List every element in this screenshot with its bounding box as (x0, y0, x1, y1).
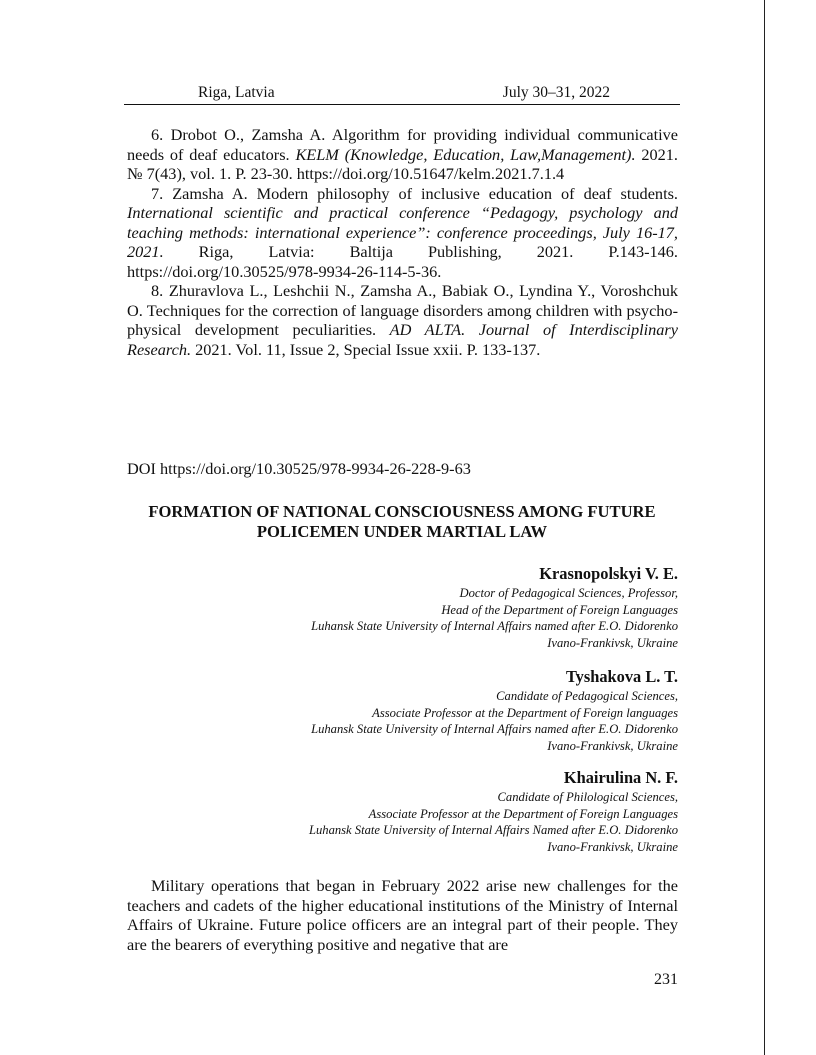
author-affiliation-line: Ivano-Frankivsk, Ukraine (547, 635, 678, 650)
page-number: 231 (654, 971, 678, 988)
author-affiliation-line: Head of the Department of Foreign Languages (441, 602, 678, 617)
page-edge-rule (764, 0, 765, 1055)
reference-number: 6. (151, 125, 164, 144)
author-block (200, 564, 678, 651)
author-name: Tyshakova L. T. (565, 667, 678, 686)
header-location: Riga, Latvia (198, 84, 275, 101)
reference-details: Riga, Latvia: Baltija Publishing, 2021. P.143-146. https://doi.org/10.30525/978-9934-26-114-5-36. (127, 242, 678, 281)
article-title (124, 502, 680, 542)
author-affiliation-line: Ivano-Frankivsk, Ukraine (547, 738, 678, 753)
author-affiliation-line: Candidate of Philological Sciences, (497, 790, 678, 804)
running-header (124, 84, 680, 105)
reference-text: Drobot O., Zamsha A. Algorithm for providing individual communicative needs of deaf educators. (127, 125, 678, 164)
reference-text: Zamsha A. Modern philosophy of inclusive education of deaf students. (172, 183, 678, 203)
author-affiliation-line: Luhansk State University of Internal Affairs named after E.O. Didorenko (311, 619, 678, 633)
title-line: FORMATION OF NATIONAL CONSCIOUSNESS AMONG FUTURE (148, 502, 656, 521)
reference-number: 7. (151, 183, 164, 203)
reference-number: 8. (151, 281, 164, 300)
reference-details: 2021. Vol. 11, Issue 2, Special Issue xxii. P. 133-137. (191, 339, 541, 359)
author-affiliation-line: Associate Professor at the Department of Foreign Languages (368, 806, 678, 821)
reference-list (127, 125, 678, 359)
author-name: Krasnopolskyi V. E. (539, 564, 678, 583)
author-affiliation-line: Luhansk State University of Internal Affairs Named after E.O. Didorenko (308, 823, 678, 837)
author-affiliation-line: Doctor of Pedagogical Sciences, Professor, (459, 586, 678, 600)
reference-details: 2021. № 7(43), vol. 1. P. 23-30. https://doi.org/10.51647/kelm.2021.7.1.4 (127, 144, 678, 183)
reference-source: International scientific and practical conference “Pedagogy, psychology and teaching methods: international experience”: conference proceedings, July 16-17, 2021. (127, 203, 678, 261)
reference-item (127, 125, 678, 184)
reference-text: Zhuravlova L., Leshchii N., Zamsha A., Babiak O., Lyndina Y., Voroshchuk O. Techniques for the correction of language disorders among children with psycho-physical development peculiarities. (127, 281, 678, 339)
author-name: Khairulina N. F. (563, 768, 678, 787)
header-date: July 30–31, 2022 (502, 84, 610, 101)
author-block (200, 768, 678, 855)
title-line: POLICEMEN UNDER MARTIAL LAW (256, 522, 548, 541)
author-affiliation-line: Associate Professor at the Department of Foreign languages (372, 705, 678, 720)
author-affiliation-line: Luhansk State University of Internal Affairs named after E.O. Didorenko (311, 722, 678, 736)
reference-source: KELM (Knowledge, Education, Law,Management). (295, 144, 636, 164)
author-affiliation-line: Candidate of Pedagogical Sciences, (496, 689, 678, 703)
reference-item (127, 281, 678, 359)
author-affiliation-line: Ivano-Frankivsk, Ukraine (547, 839, 678, 854)
reference-source: AD ALTA. Journal of Interdisciplinary Research. (127, 320, 678, 359)
article-doi: DOI https://doi.org/10.30525/978-9934-26-228-9-63 (127, 459, 471, 478)
body-paragraph: Military operations that began in February 2022 arise new challenges for the teachers and cadets of the higher educational institutions of the Ministry of Internal Affairs of Ukraine. Future police officers are an integral part of their people. They are the bearers of everything positive and negative that are (127, 876, 678, 954)
author-block (200, 667, 678, 754)
reference-item (127, 184, 678, 282)
